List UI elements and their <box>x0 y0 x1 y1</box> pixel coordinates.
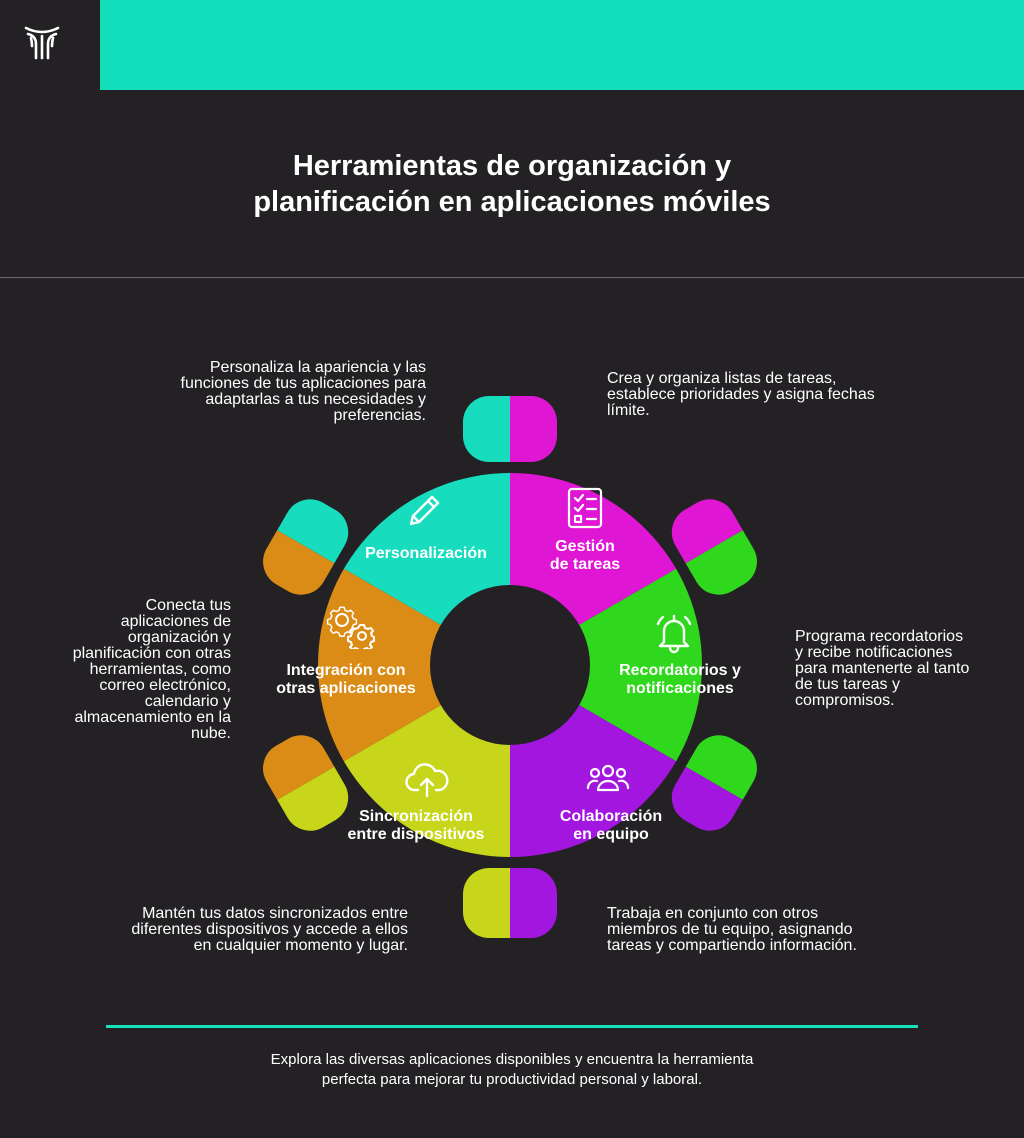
description-colaboracion <box>607 906 927 954</box>
description-line: en cualquier momento y lugar. <box>193 937 408 954</box>
description-line: tareas y compartiendo información. <box>607 937 857 954</box>
description-line: diferentes dispositivos y accede a ellos <box>131 921 408 938</box>
description-line: Mantén tus datos sincronizados entre <box>142 905 408 922</box>
description-line: Crea y organiza listas de tareas, <box>607 370 837 387</box>
description-line: aplicaciones de <box>120 613 231 630</box>
segment-label-line: Sincronización <box>359 808 473 825</box>
gear-center-hole <box>430 585 590 745</box>
segment-label-recordatorios <box>596 662 764 698</box>
description-line: límite. <box>607 402 650 419</box>
footer-line-1: Explora las diversas aplicaciones disponibles y encuentra la herramienta <box>270 1051 754 1068</box>
description-gestion <box>607 371 937 419</box>
description-line: nube. <box>190 725 231 742</box>
description-line: planificación con otras <box>72 645 231 662</box>
description-line: organización y <box>127 629 231 646</box>
footer-line-2: perfecta para mejorar tu productividad personal y laboral. <box>321 1071 703 1088</box>
segment-label-line: Recordatorios y <box>619 662 741 679</box>
description-line: miembros de tu equipo, asignando <box>607 921 853 938</box>
description-line: herramientas, como <box>89 661 231 678</box>
segment-label-line: Colaboración <box>559 808 663 825</box>
description-line: de tus tareas y <box>795 676 900 693</box>
description-sincronizacion <box>60 906 408 954</box>
segment-label-line: de tareas <box>549 556 621 573</box>
description-line: funciones de tus aplicaciones para <box>180 375 426 392</box>
segment-label-sincronizacion <box>326 808 506 844</box>
footer-divider <box>106 1025 918 1028</box>
segment-label-colaboracion <box>536 808 686 844</box>
segment-label-line: entre dispositivos <box>347 826 485 843</box>
segment-label-line: Personalización <box>365 545 487 562</box>
description-line: Conecta tus <box>145 597 231 614</box>
description-line: y recibe notificaciones <box>795 644 953 661</box>
segment-label-line: notificaciones <box>626 680 734 697</box>
cloud-upload-icon <box>405 762 449 798</box>
description-line: almacenamiento en la <box>74 709 231 726</box>
checklist-icon <box>566 486 604 530</box>
description-line: para mantenerte al tanto <box>795 660 970 677</box>
description-line: adaptarlas a tus necesidades y <box>205 391 426 408</box>
segment-label-line: Integración con <box>286 662 406 679</box>
title-line-2: planificación en aplicaciones móviles <box>253 186 771 218</box>
footer-text <box>0 1050 1024 1090</box>
gears-icon <box>324 603 376 649</box>
pencil-icon <box>405 492 443 530</box>
segment-label-personalizacion <box>346 545 506 563</box>
description-line: Trabaja en conjunto con otros <box>607 905 819 922</box>
description-line: compromisos. <box>795 692 895 709</box>
description-line: establece prioridades y asigna fechas <box>607 386 875 403</box>
bell-icon <box>654 612 694 654</box>
segment-label-integracion <box>256 662 436 698</box>
description-recordatorios <box>795 629 1015 709</box>
description-integracion <box>20 598 231 742</box>
description-line: correo electrónico, <box>99 677 231 694</box>
segment-label-line: otras aplicaciones <box>276 680 416 697</box>
description-line: Programa recordatorios <box>795 628 964 645</box>
description-line: Personaliza la apariencia y las <box>209 359 426 376</box>
description-personalizacion <box>100 360 426 424</box>
segment-label-line: Gestión <box>555 538 615 555</box>
description-line: preferencias. <box>333 407 426 424</box>
segment-label-gestion <box>520 538 650 574</box>
segment-label-line: en equipo <box>573 826 649 843</box>
team-icon <box>586 762 630 792</box>
title-line-1: Herramientas de organización y <box>292 150 732 182</box>
description-line: calendario y <box>144 693 231 710</box>
